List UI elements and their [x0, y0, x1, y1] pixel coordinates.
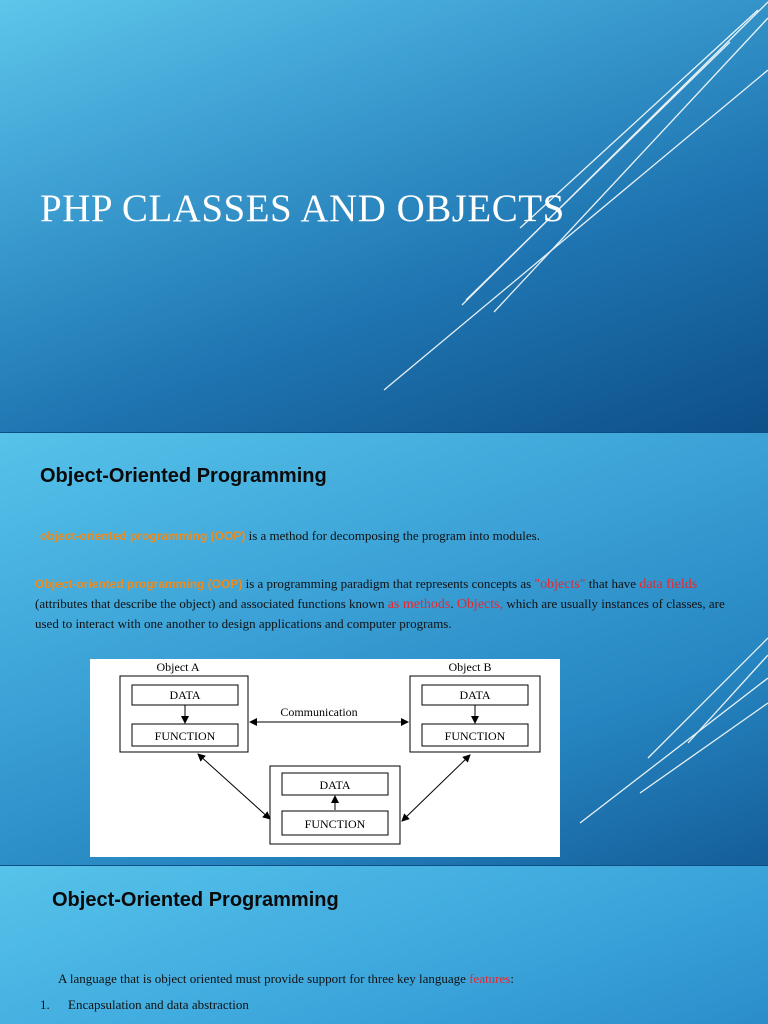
object-a-label: Object A	[156, 660, 200, 674]
paragraph-text: (attributes that describe the object) and associated functions known	[35, 596, 388, 611]
list-item-text: Encapsulation and data abstraction	[68, 997, 249, 1012]
paragraph-text: is a method for decomposing the program into modules.	[245, 528, 540, 543]
slide-heading: Object-Oriented Programming	[52, 889, 339, 911]
oop-features-slide	[0, 866, 768, 1024]
highlight-data-fields: data fields	[639, 577, 698, 592]
oop-diagram-svg	[90, 659, 560, 857]
list-item-number: 1.	[40, 997, 50, 1012]
object-b-label: Object B	[448, 660, 492, 674]
object-b-function-label: FUNCTION	[444, 729, 506, 743]
bullet-colon: :	[510, 971, 514, 986]
b-to-c-arrow	[402, 755, 470, 821]
term-oop: Object-oriented programming (OOP)	[35, 577, 243, 591]
object-a-data-label: DATA	[169, 688, 201, 702]
oop-definition-slide	[0, 433, 768, 865]
term-oop: object-oriented programming (OOP)	[40, 529, 246, 543]
paragraph-text: that have	[585, 576, 640, 591]
highlight-features: features	[469, 971, 511, 986]
paragraph-oop-definition	[35, 574, 731, 633]
oop-diagram	[90, 659, 560, 857]
object-b-data-label: DATA	[459, 688, 491, 702]
object-c-data-label: DATA	[319, 778, 351, 792]
paragraph-oop-intro	[40, 526, 740, 546]
highlight-objects: "objects"	[534, 577, 586, 592]
object-c-function-label: FUNCTION	[304, 817, 366, 831]
communication-label: Communication	[280, 705, 358, 719]
bullet-intro	[58, 971, 514, 987]
slide-title: PHP CLASSES AND OBJECTS	[40, 187, 565, 230]
highlight-methods: as methods	[387, 597, 451, 612]
highlight-objects-plural: Objects,	[456, 597, 504, 612]
bullet-text: A language that is object oriented must provide support for three key language	[58, 971, 470, 986]
paragraph-text: .	[450, 596, 457, 611]
object-a-function-label: FUNCTION	[154, 729, 216, 743]
list-item	[40, 997, 249, 1013]
a-to-c-arrow	[198, 754, 270, 819]
paragraph-text: is a programming paradigm that represents concepts as	[242, 576, 535, 591]
slide-heading: Object-Oriented Programming	[40, 465, 327, 487]
title-slide	[0, 0, 768, 432]
paragraph-text: which are usually instances of classes, are used to interact with one another to design applications and computer programs.	[35, 596, 725, 631]
